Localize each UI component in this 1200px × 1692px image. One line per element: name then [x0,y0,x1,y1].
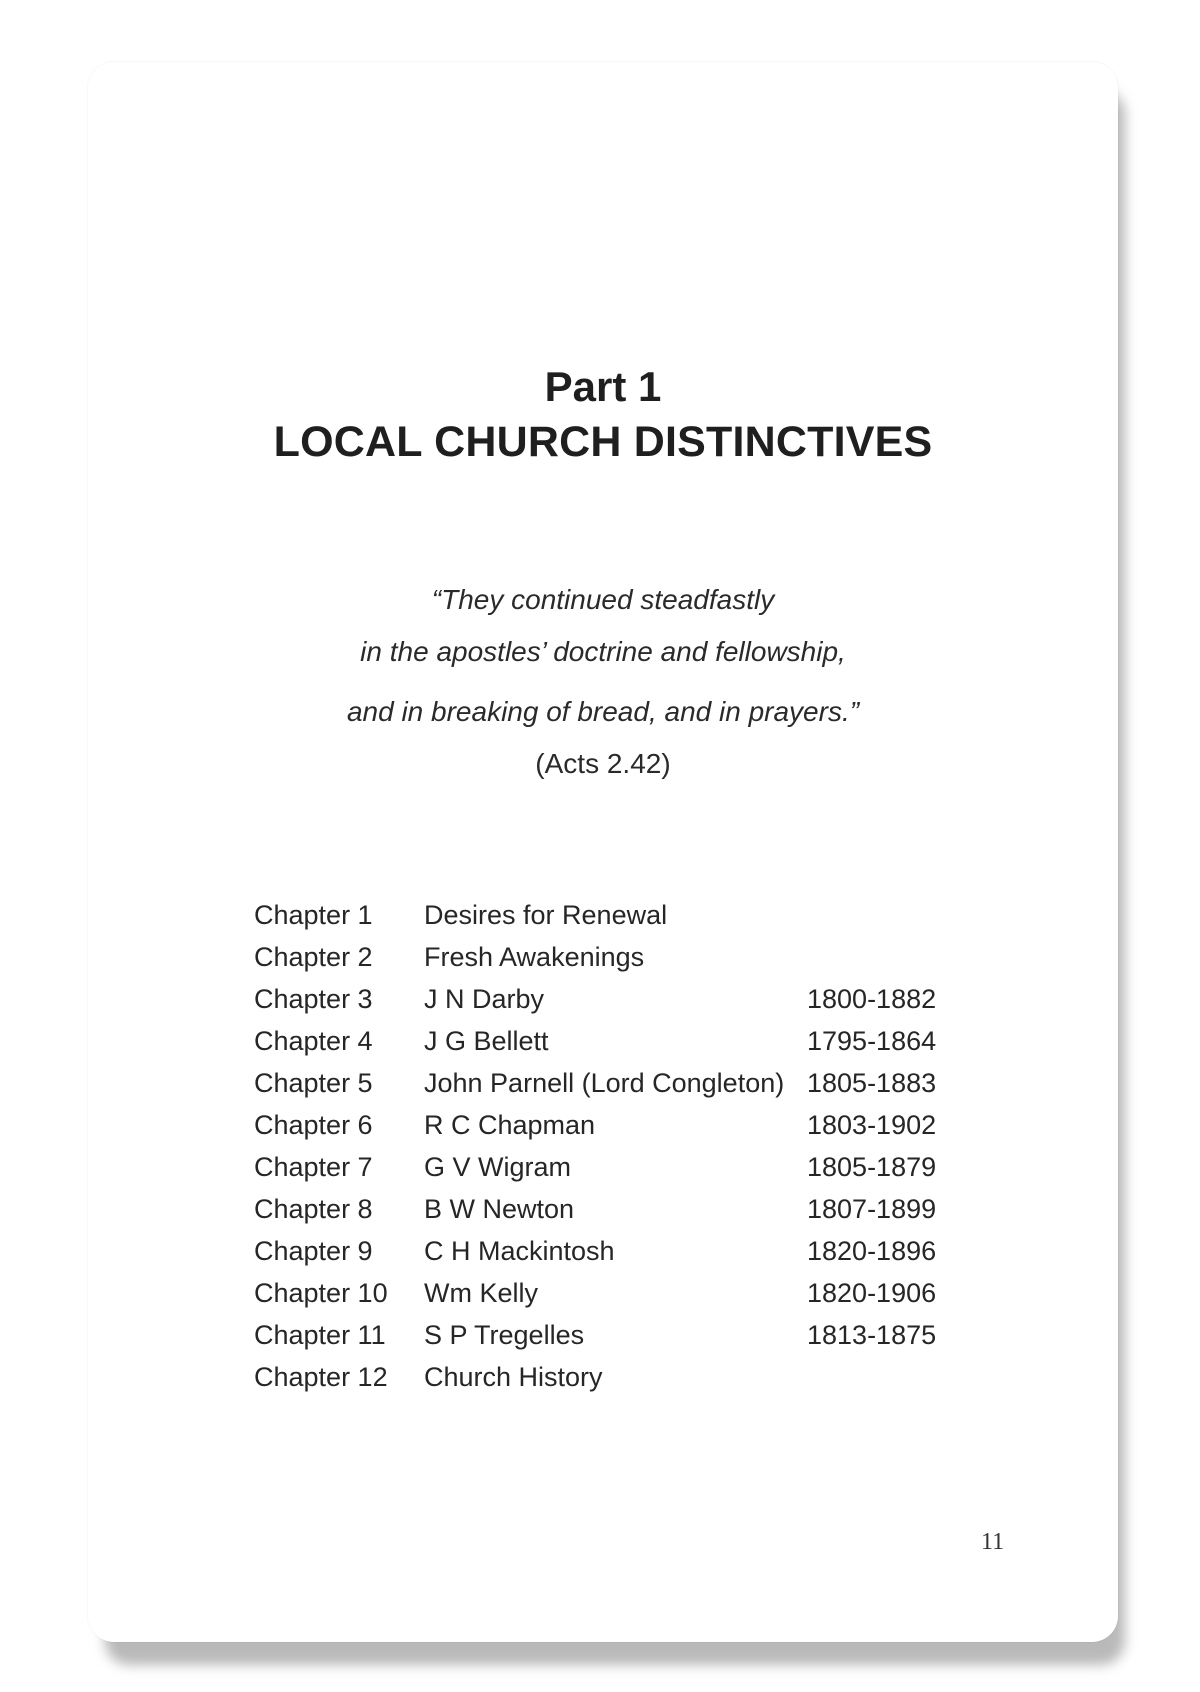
chapter-number: Chapter 7 [254,1152,373,1182]
chapter-years: 1807-1899 [807,1194,937,1224]
chapter-number: Chapter 2 [254,942,373,972]
quote-line-1: “They continued steadfastly [431,584,775,615]
chapter-years: 1820-1896 [807,1236,937,1266]
chapter-title: Fresh Awakenings [424,942,645,972]
chapter-years: 1795-1864 [807,1026,937,1056]
chapter-number: Chapter 4 [254,1026,373,1056]
chapter-years: 1813-1875 [807,1320,937,1350]
book-page [88,62,1118,1642]
chapter-number: Chapter 6 [254,1110,373,1140]
chapter-title: J G Bellett [424,1026,549,1056]
chapter-number: Chapter 11 [254,1320,386,1350]
chapter-title: Desires for Renewal [424,900,668,930]
chapter-title: Wm Kelly [424,1278,538,1308]
chapter-title: R C Chapman [424,1110,596,1140]
chapter-years: 1805-1883 [807,1068,937,1098]
chapter-row [254,1020,974,1062]
chapter-row [254,1356,974,1398]
chapter-title: Church History [424,1362,603,1392]
chapter-number: Chapter 8 [254,1194,373,1224]
chapter-number: Chapter 3 [254,984,373,1014]
chapter-number: Chapter 12 [254,1362,388,1392]
page-number: 11 [981,1529,1005,1555]
chapter-number: Chapter 5 [254,1068,373,1098]
chapter-row [254,1314,974,1356]
part-title: LOCAL CHURCH DISTINCTIVES [273,418,933,466]
chapter-title: S P Tregelles [424,1320,585,1350]
chapter-title: B W Newton [424,1194,575,1224]
chapter-row [254,1188,974,1230]
chapter-number: Chapter 9 [254,1236,373,1266]
chapter-row [254,1062,974,1104]
chapter-years: 1803-1902 [807,1110,937,1140]
chapter-number: Chapter 1 [254,900,373,930]
chapter-years: 1805-1879 [807,1152,937,1182]
chapter-title: C H Mackintosh [424,1236,615,1266]
chapter-title: John Parnell (Lord Congleton) [424,1068,785,1098]
chapter-years: 1820-1906 [807,1278,937,1308]
part-label: Part 1 [544,363,662,410]
chapter-row [254,1272,974,1314]
chapter-row [254,936,974,978]
chapter-title: J N Darby [424,984,545,1014]
quote-line-3: and in breaking of bread, and in prayers.” [346,696,860,727]
chapter-number: Chapter 10 [254,1278,388,1308]
chapter-years: 1800-1882 [807,984,937,1014]
chapter-row [254,894,974,936]
quote-line-2: in the apostles’ doctrine and fellowship, [360,636,846,667]
chapter-row [254,1146,974,1188]
chapter-row [254,978,974,1020]
chapter-row [254,1230,974,1272]
chapter-row [254,1104,974,1146]
quote-reference: (Acts 2.42) [535,748,671,779]
chapter-list [254,894,974,1398]
chapter-title: G V Wigram [424,1152,572,1182]
